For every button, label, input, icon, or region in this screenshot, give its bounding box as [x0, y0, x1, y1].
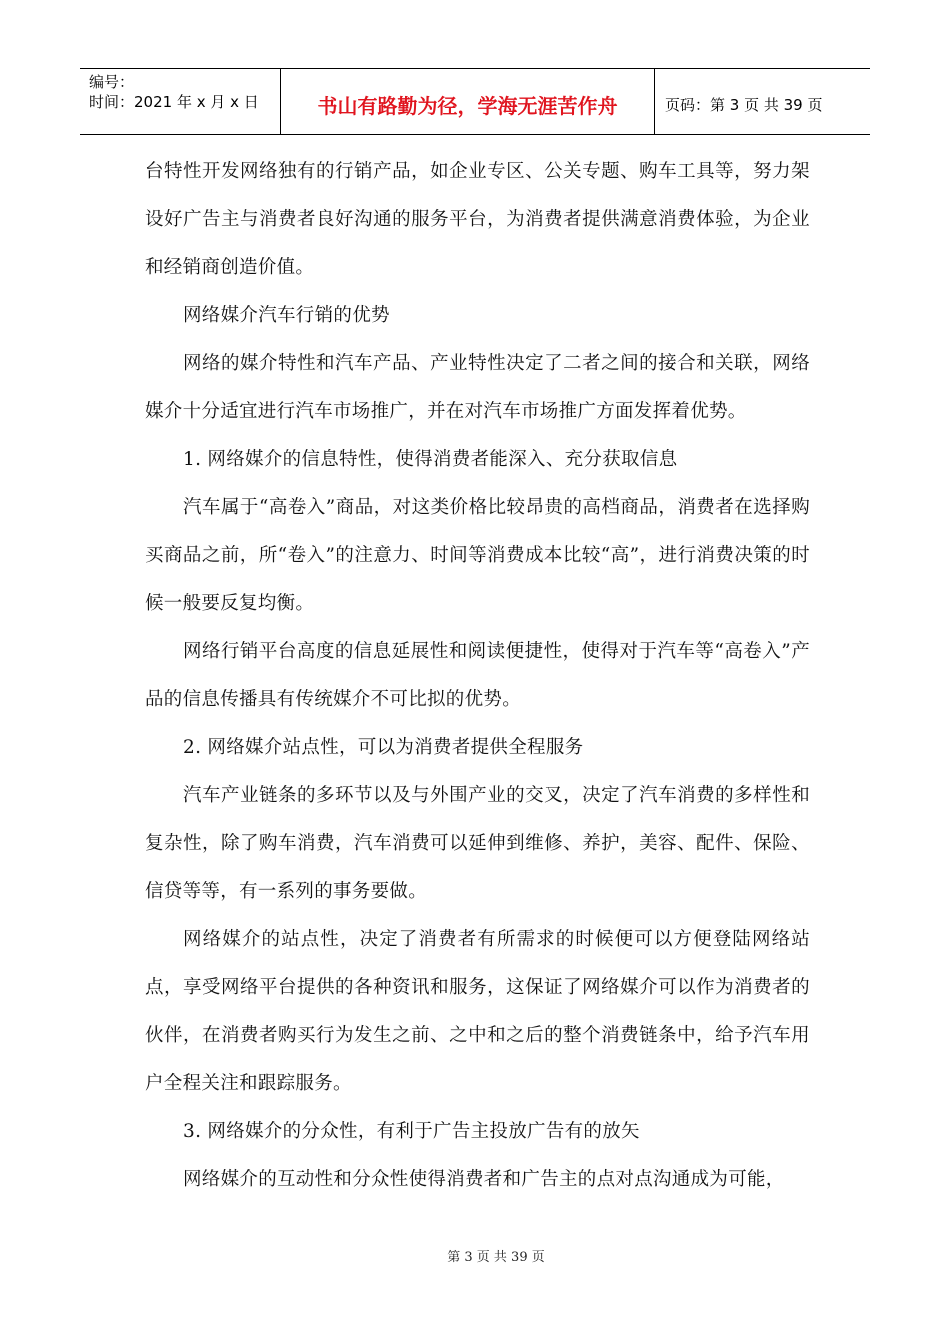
page-header	[80, 68, 870, 135]
paragraph: 汽车产业链条的多环节以及与外围产业的交叉，决定了汽车消费的多样性和复杂性，除了购车消费，汽车消费可以延伸到维修、养护，美容、配件、保险、信贷等等，有一系列的事务要做。	[145, 785, 810, 902]
page-footer: 第 3 页 共 39 页	[447, 1250, 545, 1265]
paragraph: 网络的媒介特性和汽车产品、产业特性决定了二者之间的接合和关联，网络媒介十分适宜进行汽车市场推广，并在对汽车市场推广方面发挥着优势。	[145, 353, 810, 422]
header-meta	[80, 69, 281, 134]
document-body	[145, 148, 810, 1204]
document-time-label: 时间：2021 年 x 月 x 日	[89, 93, 259, 111]
header-page-number: 页码：第 3 页 共 39 页	[665, 96, 823, 114]
subsection-heading: 1. 网络媒介的信息特性，使得消费者能深入、充分获取信息	[183, 449, 678, 470]
paragraph: 网络媒介的互动性和分众性使得消费者和广告主的点对点沟通成为可能，	[183, 1169, 785, 1190]
paragraph: 汽车属于“高卷入”商品，对这类价格比较昂贵的高档商品，消费者在选择购买商品之前，所“卷入”的注意力、时间等消费成本比较“高”，进行消费决策的时候一般要反复均衡。	[145, 497, 810, 614]
subsection-heading: 2. 网络媒介站点性，可以为消费者提供全程服务	[183, 737, 584, 758]
subsection-heading: 3. 网络媒介的分众性，有利于广告主投放广告有的放矢	[183, 1121, 640, 1142]
paragraph: 网络媒介的站点性，决定了消费者有所需求的时候便可以方便登陆网络站点，享受网络平台提供的各种资讯和服务，这保证了网络媒介可以作为消费者的伙伴，在消费者购买行为发生之前、之中和之后的整个消费链条中，给予汽车用户全程关注和跟踪服务。	[145, 929, 810, 1094]
paragraph: 网络行销平台高度的信息延展性和阅读便捷性，使得对于汽车等“高卷入”产品的信息传播具有传统媒介不可比拟的优势。	[145, 641, 810, 710]
header-motto: 书山有路勤为径，学海无涯苦作舟	[281, 69, 655, 134]
section-heading: 网络媒介汽车行销的优势	[183, 305, 390, 326]
document-number-label: 编号：	[89, 73, 135, 91]
paragraph: 台特性开发网络独有的行销产品，如企业专区、公关专题、购车工具等，努力架设好广告主与消费者良好沟通的服务平台，为消费者提供满意消费体验，为企业和经销商创造价值。	[145, 161, 810, 278]
